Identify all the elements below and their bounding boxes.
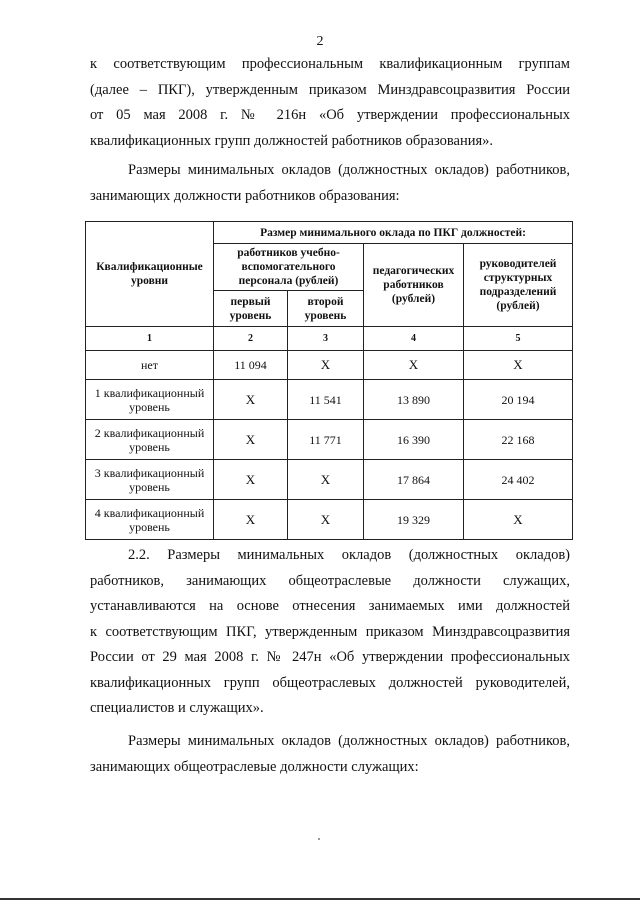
intro-line: (далее – ПКГ), утвержденным приказом Минздравсоцразвития России — [90, 81, 570, 98]
general-line: занимающих общеотраслевые должности служащих: — [90, 758, 419, 775]
column-number: 4 — [364, 327, 464, 351]
intro-paragraph — [90, 52, 570, 154]
table-row — [86, 380, 573, 420]
level-cell: 3 квалификационный уровень — [86, 460, 214, 500]
value-cell: 20 194 — [464, 380, 573, 420]
section-line: специалистов и служащих». — [90, 700, 264, 716]
level-cell: нет — [86, 351, 214, 380]
value-cell: 19 329 — [364, 500, 464, 540]
value-cell: 11 541 — [288, 380, 364, 420]
value-cell: X — [288, 351, 364, 380]
value-cell: X — [214, 460, 288, 500]
header-second-level: второй уровень — [288, 291, 364, 327]
section-line: устанавливаются на основе отнесения занимаемых ими должностей — [90, 598, 570, 614]
general-positions-paragraph — [90, 729, 570, 780]
value-cell: X — [288, 460, 364, 500]
level-cell: 2 квалификационный уровень — [86, 420, 214, 460]
value-cell: X — [214, 500, 288, 540]
value-cell: X — [464, 351, 573, 380]
header-support-staff: работников учебно-вспомогательного персонала (рублей) — [214, 244, 364, 291]
header-pedagogic: педагогических работников (рублей) — [364, 244, 464, 327]
intro-line: к соответствующим профессиональным квалификационным группам — [90, 56, 570, 72]
intro-line: от 05 мая 2008 г. № 216н «Об утверждении профессиональных — [90, 107, 570, 123]
value-cell: X — [214, 380, 288, 420]
value-cell: X — [364, 351, 464, 380]
table-row — [86, 351, 573, 380]
value-cell: 22 168 — [464, 420, 573, 460]
header-levels: Квалификационные уровни — [86, 222, 214, 327]
table-row — [86, 460, 573, 500]
column-number: 1 — [86, 327, 214, 351]
header-first-level: первый уровень — [214, 291, 288, 327]
column-number: 2 — [214, 327, 288, 351]
level-cell: 4 квалификационный уровень — [86, 500, 214, 540]
page-bottom-edge — [0, 898, 640, 900]
section-line: квалификационных групп общеотраслевых должностей руководителей, — [90, 674, 570, 691]
intro-line: квалификационных групп должностей работников образования». — [90, 132, 494, 149]
value-cell: 11 094 — [214, 351, 288, 380]
page-number: 2 — [316, 34, 324, 49]
value-cell: 16 390 — [364, 420, 464, 460]
scan-artifact — [318, 838, 320, 840]
section-2-2-paragraph — [90, 543, 570, 722]
value-cell: X — [288, 500, 364, 540]
education-paragraph — [90, 158, 570, 209]
value-cell: 17 864 — [364, 460, 464, 500]
value-cell: 11 771 — [288, 420, 364, 460]
level-cell: 1 квалификационный уровень — [86, 380, 214, 420]
column-number: 5 — [464, 327, 573, 351]
section-line: 2.2. Размеры минимальных окладов (должностных окладов) — [128, 547, 570, 563]
education-line: Размеры минимальных окладов (должностных окладов) работников, — [128, 162, 570, 178]
value-cell: 13 890 — [364, 380, 464, 420]
value-cell: X — [214, 420, 288, 460]
section-line: России от 29 мая 2008 г. № 247н «Об утверждении профессиональных — [90, 649, 570, 665]
section-line: работников, занимающих общеотраслевые должности служащих, — [90, 572, 570, 589]
general-line: Размеры минимальных окладов (должностных окладов) работников, — [128, 733, 570, 749]
table-row — [86, 500, 573, 540]
value-cell: 24 402 — [464, 460, 573, 500]
table-row — [86, 420, 573, 460]
section-line: к соответствующим ПКГ, утвержденным приказом Минздравсоцразвития — [90, 623, 570, 640]
header-managers: руководителей структурных подразделений (рублей) — [464, 244, 573, 327]
salary-table — [85, 221, 573, 540]
column-number: 3 — [288, 327, 364, 351]
value-cell: X — [464, 500, 573, 540]
education-line: занимающих должности работников образования: — [90, 187, 400, 204]
header-size: Размер минимального оклада по ПКГ должностей: — [214, 222, 573, 244]
